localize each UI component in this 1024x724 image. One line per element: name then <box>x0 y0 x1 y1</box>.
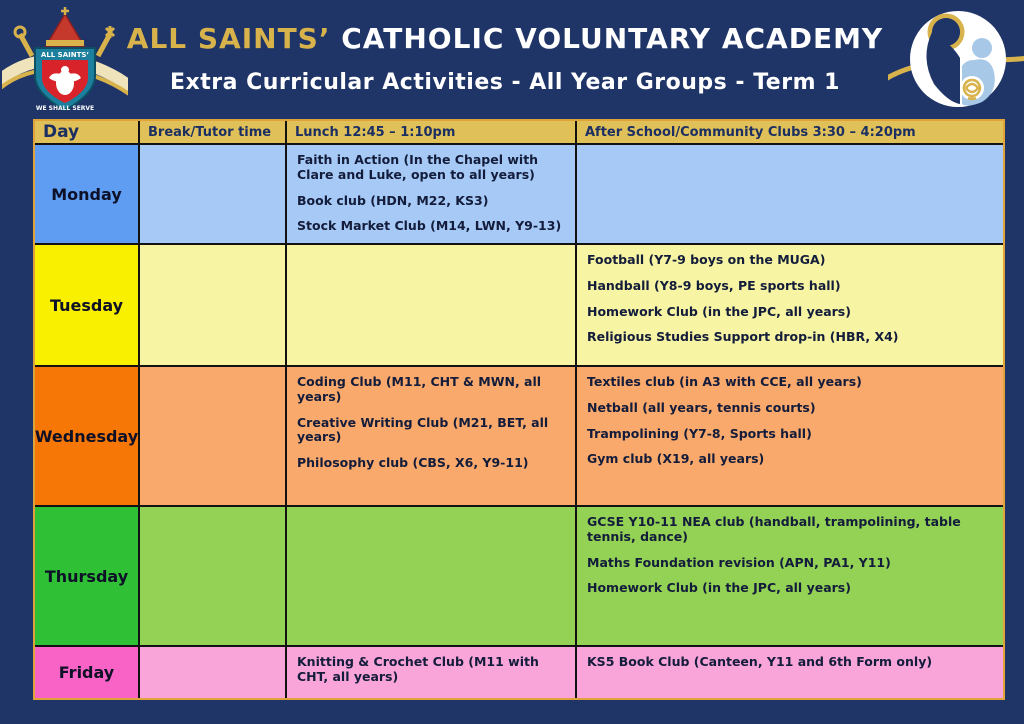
dove-head <box>61 66 69 74</box>
activity-item: Homework Club (in the JPC, all years) <box>587 303 851 319</box>
activity-item: Knitting & Crochet Club (M11 with CHT, all years) <box>297 654 539 684</box>
afterschool-cell-monday <box>577 145 1003 243</box>
afterschool-cell-thursday <box>577 507 1003 645</box>
break-cell-tuesday <box>140 245 285 365</box>
cross-staff <box>106 26 114 38</box>
activity-item: Netball (all years, tennis courts) <box>587 399 816 415</box>
break-cell-friday <box>140 647 285 698</box>
break-cell-wednesday <box>140 367 285 505</box>
lunch-cell-monday <box>287 145 575 243</box>
mitre-cross <box>61 7 69 15</box>
activity-item: Philosophy club (CBS, X6, Y9-11) <box>297 455 529 470</box>
day-cell-wednesday: Wednesday <box>35 367 138 505</box>
afterschool-cell-friday <box>577 647 1003 698</box>
crest-name-text: ALL SAINTS’ <box>40 51 90 59</box>
column-header-break: Break/Tutor time <box>140 121 285 143</box>
crozier-curl <box>15 27 25 37</box>
activity-item: Stock Market Club (M14, LWN, Y9-13) <box>297 218 562 234</box>
child-head <box>972 38 992 58</box>
activity-item: Football (Y7-9 boys on the MUGA) <box>587 252 826 267</box>
lunch-cell-tuesday <box>287 245 575 365</box>
activity-item: Trampolining (Y7-8, Sports hall) <box>587 425 812 441</box>
madonna-child-roundel-logo <box>888 2 1024 116</box>
academy-title-accent: ALL SAINTS’ <box>126 22 331 55</box>
activities-table <box>33 119 1005 700</box>
activity-item: GCSE Y10-11 NEA club (handball, trampolining, table tennis, dance) <box>587 514 961 544</box>
column-header-afterschool: After School/Community Clubs 3:30 – 4:20pm <box>577 121 1003 143</box>
lunch-cell-wednesday <box>287 367 575 505</box>
crest-motto-text: WE SHALL SERVE <box>35 105 95 112</box>
activity-item: Handball (Y8-9 boys, PE sports hall) <box>587 277 841 293</box>
activity-item: Coding Club (M11, CHT & MWN, all years) <box>297 374 542 404</box>
day-cell-monday: Monday <box>35 145 138 243</box>
madonna-head <box>933 19 959 45</box>
activity-item: Textiles club (in A3 with CCE, all years) <box>587 374 862 389</box>
poster-subtitle: Extra Curricular Activities - All Year Groups - Term 1 <box>170 70 840 95</box>
activity-item: Creative Writing Club (M21, BET, all years) <box>297 414 549 445</box>
column-header-day: Day <box>35 121 138 143</box>
academy-title-rest: CATHOLIC VOLUNTARY ACADEMY <box>330 22 884 55</box>
column-header-lunch: Lunch 12:45 – 1:10pm <box>287 121 575 143</box>
school-crest-logo <box>2 4 128 116</box>
activity-item: Gym club (X19, all years) <box>587 451 765 467</box>
activity-item: Book club (HDN, M22, KS3) <box>297 192 489 208</box>
lunch-cell-thursday <box>287 507 575 645</box>
activity-item: KS5 Book Club (Canteen, Y11 and 6th Form only) <box>587 654 933 669</box>
activity-item: Homework Club (in the JPC, all years) <box>587 580 851 596</box>
afterschool-cell-tuesday <box>577 245 1003 365</box>
activity-item: Faith in Action (In the Chapel with Clare and Luke, open to all years) <box>297 152 539 182</box>
day-cell-tuesday: Tuesday <box>35 245 138 365</box>
break-cell-monday <box>140 145 285 243</box>
day-cell-thursday: Thursday <box>35 507 138 645</box>
afterschool-cell-wednesday <box>577 367 1003 505</box>
day-cell-friday: Friday <box>35 647 138 698</box>
break-cell-thursday <box>140 507 285 645</box>
mitre-band <box>46 40 84 46</box>
lunch-cell-friday <box>287 647 575 698</box>
activity-item: Maths Foundation revision (APN, PA1, Y11) <box>587 554 891 570</box>
academy-title <box>118 22 892 55</box>
activity-item: Religious Studies Support drop-in (HBR, X4) <box>587 329 899 345</box>
